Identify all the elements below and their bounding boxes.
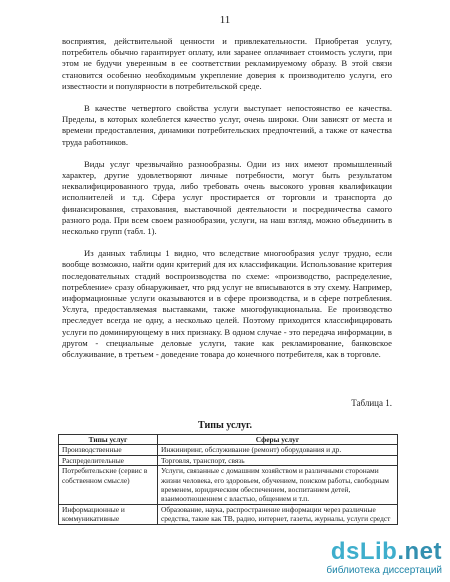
- table-cell-sphere: Услуги, связанные с домашним хозяйством и различными сторонами жизни человека, его здоровьем, обучением, поиском работы, свободным временем, юридическим обеспечением, воспитанием детей, взаимоотношением с властью, общением и т.п.: [158, 466, 398, 505]
- paragraph: восприятия, действительной ценности и привлекательности. Приобретая услугу, потребитель обычно гарантирует оплату, или заранее оплачивает стоимость услуги, при этом не будучи уверенным в ее соответствии рекламируемому образу. В этой связи становится особенно необходимым укрепление доверия к производителю услуги, его известности и популярности в потребительской среде.: [62, 36, 392, 91]
- table-caption: Таблица 1.: [351, 398, 392, 408]
- table-cell-sphere: Торговля, транспорт, связь: [158, 455, 398, 465]
- page-number: 11: [219, 14, 231, 26]
- table-cell-type: Распределительные: [59, 455, 158, 465]
- body-text: [62, 36, 392, 360]
- services-table: [58, 434, 398, 525]
- table-row: [59, 445, 398, 455]
- table-header-cell: Типы услуг: [59, 435, 158, 445]
- watermark-subtitle: библиотека диссертаций: [326, 565, 442, 576]
- table-title: Типы услуг.: [198, 420, 252, 431]
- table-row: [59, 455, 398, 465]
- table-cell-type: Информационные и коммуникативные: [59, 504, 158, 524]
- table-header-row: [59, 435, 398, 445]
- watermark-logo-ds: dsLib: [330, 538, 398, 565]
- paragraph: Виды услуг чрезвычайно разнообразны. Одни из них имеют промышленный характер, другие удовлетворяют личные потребности, могут быть результатом неквалифицированного труда, либо требовать очень высокого уровня квалификации исполнителей и т.д. Сфера услуг простирается от торговли и транспорта до финансирования, страхования, выставочной деятельности и посредничества самого разного рода. При всем своем разнообразии, услуги, на наш взгляд, можно объединить в несколько групп (табл. 1).: [62, 158, 392, 237]
- watermark: [326, 540, 442, 576]
- table-row: [59, 504, 398, 524]
- table-cell-sphere: Образование, наука, распространение информации через различные средства, такие как ТВ, радио, интернет, газеты, журналы, услуги средст: [158, 504, 398, 524]
- table-row: [59, 466, 398, 505]
- table-header-cell: Сферы услуг: [158, 435, 398, 445]
- table-cell-type: Производственные: [59, 445, 158, 455]
- table-cell-type: Потребительские (сервис в собственном смысле): [59, 466, 158, 505]
- paragraph: Из данных таблицы 1 видно, что вследствие многообразия услуг трудно, если вообще возможно, найти один критерий для их классификации. Использование критерия последовательных стадий воспроизводства по схеме: «производство, распределение, потребление» сразу обнаруживает, что ряд услуг не вписываются в эту схему. Например, информационные услуги оказываются и в сфере производства, и в сфере потребления. Услуга, предоставляемая выставками, также многофункциональна. Ее производство преследует всегда не одну, а несколько целей. Поэтому приходится классифицировать услуги по доминирующему в них признаку. В одном случае - это передача информации, в другом - специальные деловые услуги, такие как рекламирование, банковское обслуживание, в третьем - доведение товара до конечного потребителя, как в торговле.: [62, 248, 392, 360]
- watermark-logo-net: .net: [397, 538, 442, 565]
- watermark-logo: [326, 540, 442, 564]
- table-cell-sphere: Инжиниринг, обслуживание (ремонт) оборудования и др.: [158, 445, 398, 455]
- paragraph: В качестве четвертого свойства услуги выступает непостоянство ее качества. Пределы, в которых колеблется качество услуг, очень широки. Они зависят от места и времени предоставления, динамики потребительских предпочтений, а также от качества труда работников.: [62, 103, 392, 147]
